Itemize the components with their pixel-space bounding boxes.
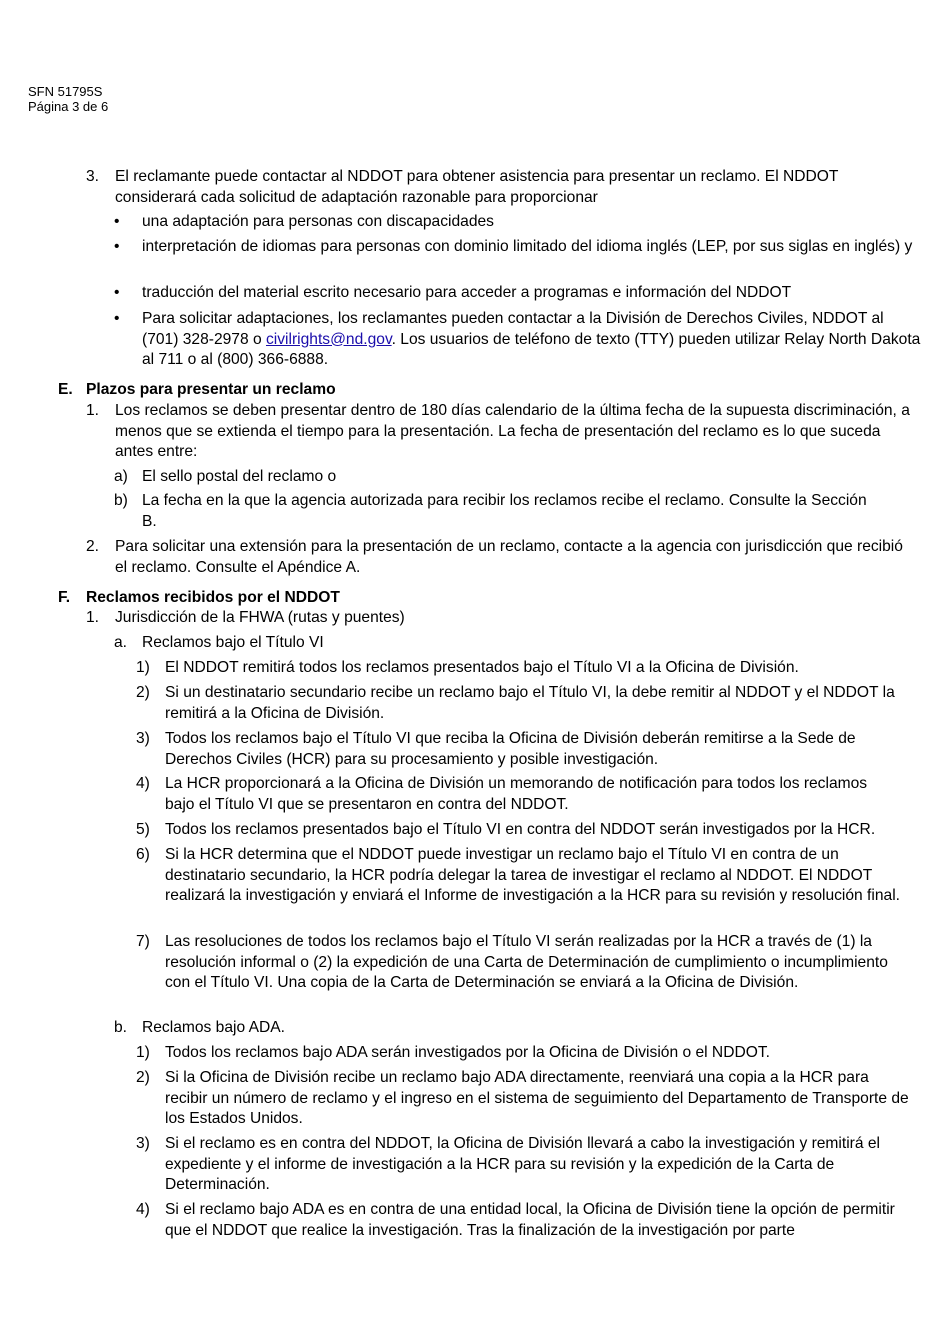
list-item	[136, 729, 906, 770]
section-letter: F.	[58, 589, 71, 606]
item-text: Si la HCR determina que el NDDOT puede investigar un reclamo bajo el Título VI en contra de un destinatario secundario, la HCR podría delegar la tarea de investigar el reclamo al NDDOT. El NDDOT realizará la investigación y enviará el Informe de investigación a la HCR para su revisión y resolución final.	[165, 846, 901, 904]
item-text: Si la Oficina de División recibe un reclamo bajo ADA directamente, reenviará una copia a la HCR para recibir un número de reclamo y el ingreso en el sistema de seguimiento del Departamento de Transporte de los Estados Unidos.	[165, 1069, 909, 1127]
item-number: 1.	[86, 402, 100, 419]
item-number: 1.	[86, 609, 100, 626]
item-text: Las resoluciones de todos los reclamos bajo el Título VI serán realizadas por la HCR a través de (1) la resolución informal o (2) la expedición de una Carta de Determinación de cumplimiento o incumplimiento con el Título VI. Una copia de la Carta de Determinación se enviará a la Oficina de División.	[165, 933, 888, 991]
item-text: Todos los reclamos bajo el Título VI que reciba la Oficina de División deberán remitirse a la Sede de Derechos Civiles (HCR) para su procesamiento y posible investigación.	[165, 730, 856, 768]
list-item	[136, 820, 922, 841]
list-item	[114, 467, 922, 488]
item-text: La HCR proporcionará a la Oficina de División un memorando de notificación para todos los reclamos bajo el Título VI que se presentaron en contra del NDDOT.	[165, 775, 868, 813]
list-item	[86, 401, 922, 463]
item-number: 3.	[86, 168, 100, 185]
item-number: 1)	[136, 659, 150, 676]
item-number: 2.	[86, 538, 100, 555]
item-number: b)	[114, 492, 128, 509]
bullet-item	[114, 309, 922, 371]
item-number: a)	[114, 468, 128, 485]
item-number: 3)	[136, 730, 150, 747]
item-number: 3)	[136, 1135, 150, 1152]
list-item	[136, 774, 876, 815]
bullet-text: traducción del material escrito necesario para acceder a programas e información del NDDOT	[142, 284, 792, 301]
item-text: El sello postal del reclamo o	[142, 468, 337, 485]
item-text: Todos los reclamos presentados bajo el Título VI en contra del NDDOT serán investigados por la HCR.	[165, 821, 876, 838]
section-title: Reclamos recibidos por el NDDOT	[86, 589, 340, 606]
item-number: 2)	[136, 684, 150, 701]
bullet-item	[114, 237, 922, 258]
item-text: Si el reclamo es en contra del NDDOT, la Oficina de División llevará a cabo la investigación y remitirá el expediente y el informe de investigación a la HCR para su revisión y la expedición de la Carta de Determinación.	[165, 1135, 881, 1193]
item-text: Los reclamos se deben presentar dentro de 180 días calendario de la última fecha de la supuesta discriminación, a menos que se extienda el tiempo para la presentación. La fecha de presentación del reclamo es lo que suceda antes entre:	[115, 402, 910, 460]
list-item	[114, 491, 884, 532]
form-id: SFN 51795S	[28, 84, 103, 99]
item-number: a.	[114, 634, 128, 651]
bullet-item	[114, 283, 922, 304]
item-text: Si un destinatario secundario recibe un reclamo bajo el Título VI, la debe remitir al NDDOT y el NDDOT la remitirá a la Oficina de División.	[165, 684, 895, 722]
item-text: La fecha en la que la agencia autorizada para recibir los reclamos recibe el reclamo. Consulte la Sección B.	[142, 492, 867, 530]
item-number: 5)	[136, 821, 150, 838]
list-item	[86, 608, 922, 629]
item-number: 1)	[136, 1044, 150, 1061]
item-text: Reclamos bajo el Título VI	[142, 634, 324, 651]
bullet-item	[114, 212, 922, 233]
list-item	[136, 1043, 922, 1064]
bullet-icon: •	[114, 310, 120, 327]
bullet-icon: •	[114, 213, 120, 230]
bullet-text-part: Para solicitar adaptaciones, los reclamantes pueden contactar a la División de Derechos Civiles, NDDOT al (701) 328-2978 o	[142, 310, 884, 348]
bullet-text-part: . Los usuarios de teléfono de texto (TTY) pueden utilizar Relay North Dakota al 711 o al (800) 366-6888.	[142, 330, 921, 368]
list-item	[136, 845, 916, 907]
bullet-text	[142, 309, 922, 371]
item-text: El reclamante puede contactar al NDDOT para obtener asistencia para presentar un reclamo. El NDDOT considerará cada solicitud de adaptación razonable para proporcionar	[115, 168, 839, 206]
section-letter: E.	[58, 381, 73, 398]
bullet-text: una adaptación para personas con discapacidades	[142, 213, 494, 230]
list-item	[136, 1134, 914, 1196]
list-item	[136, 1068, 914, 1130]
section-e-heading	[58, 380, 918, 401]
bullet-text: interpretación de idiomas para personas con dominio limitado del idioma inglés (LEP, por sus siglas en inglés) y	[142, 238, 913, 255]
item-text: Jurisdicción de la FHWA (rutas y puentes)	[115, 609, 405, 626]
section-title: Plazos para presentar un reclamo	[86, 381, 336, 398]
item-3	[86, 167, 922, 208]
item-number: b.	[114, 1019, 128, 1036]
item-number: 6)	[136, 846, 150, 863]
list-item	[86, 537, 908, 578]
item-number: 7)	[136, 933, 150, 950]
item-text: Reclamos bajo ADA.	[142, 1019, 286, 1036]
item-text: Todos los reclamos bajo ADA serán investigados por la Oficina de División o el NDDOT.	[165, 1044, 770, 1061]
bullet-icon: •	[114, 284, 120, 301]
item-text: Si el reclamo bajo ADA es en contra de una entidad local, la Oficina de División tiene la opción de permitir que el NDDOT que realice la investigación. Tras la finalización de la investigación por parte	[165, 1201, 895, 1239]
email-link[interactable]: civilrights@nd.gov	[265, 330, 392, 348]
list-item	[136, 932, 906, 994]
list-item	[114, 633, 922, 654]
list-item	[136, 683, 896, 724]
item-number: 2)	[136, 1069, 150, 1086]
list-item	[136, 658, 922, 679]
page-header	[28, 84, 108, 114]
page-number: Página 3 de 6	[28, 99, 109, 114]
list-item	[136, 1200, 922, 1241]
section-f-heading	[58, 588, 918, 609]
item-number: 4)	[136, 775, 150, 792]
bullet-icon: •	[114, 238, 120, 255]
item-number: 4)	[136, 1201, 150, 1218]
list-item	[114, 1018, 922, 1039]
item-text: Para solicitar una extensión para la presentación de un reclamo, contacte a la agencia con jurisdicción que recibió el reclamo. Consulte el Apéndice A.	[115, 538, 903, 576]
item-text: El NDDOT remitirá todos los reclamos presentados bajo el Título VI a la Oficina de División.	[165, 659, 799, 676]
